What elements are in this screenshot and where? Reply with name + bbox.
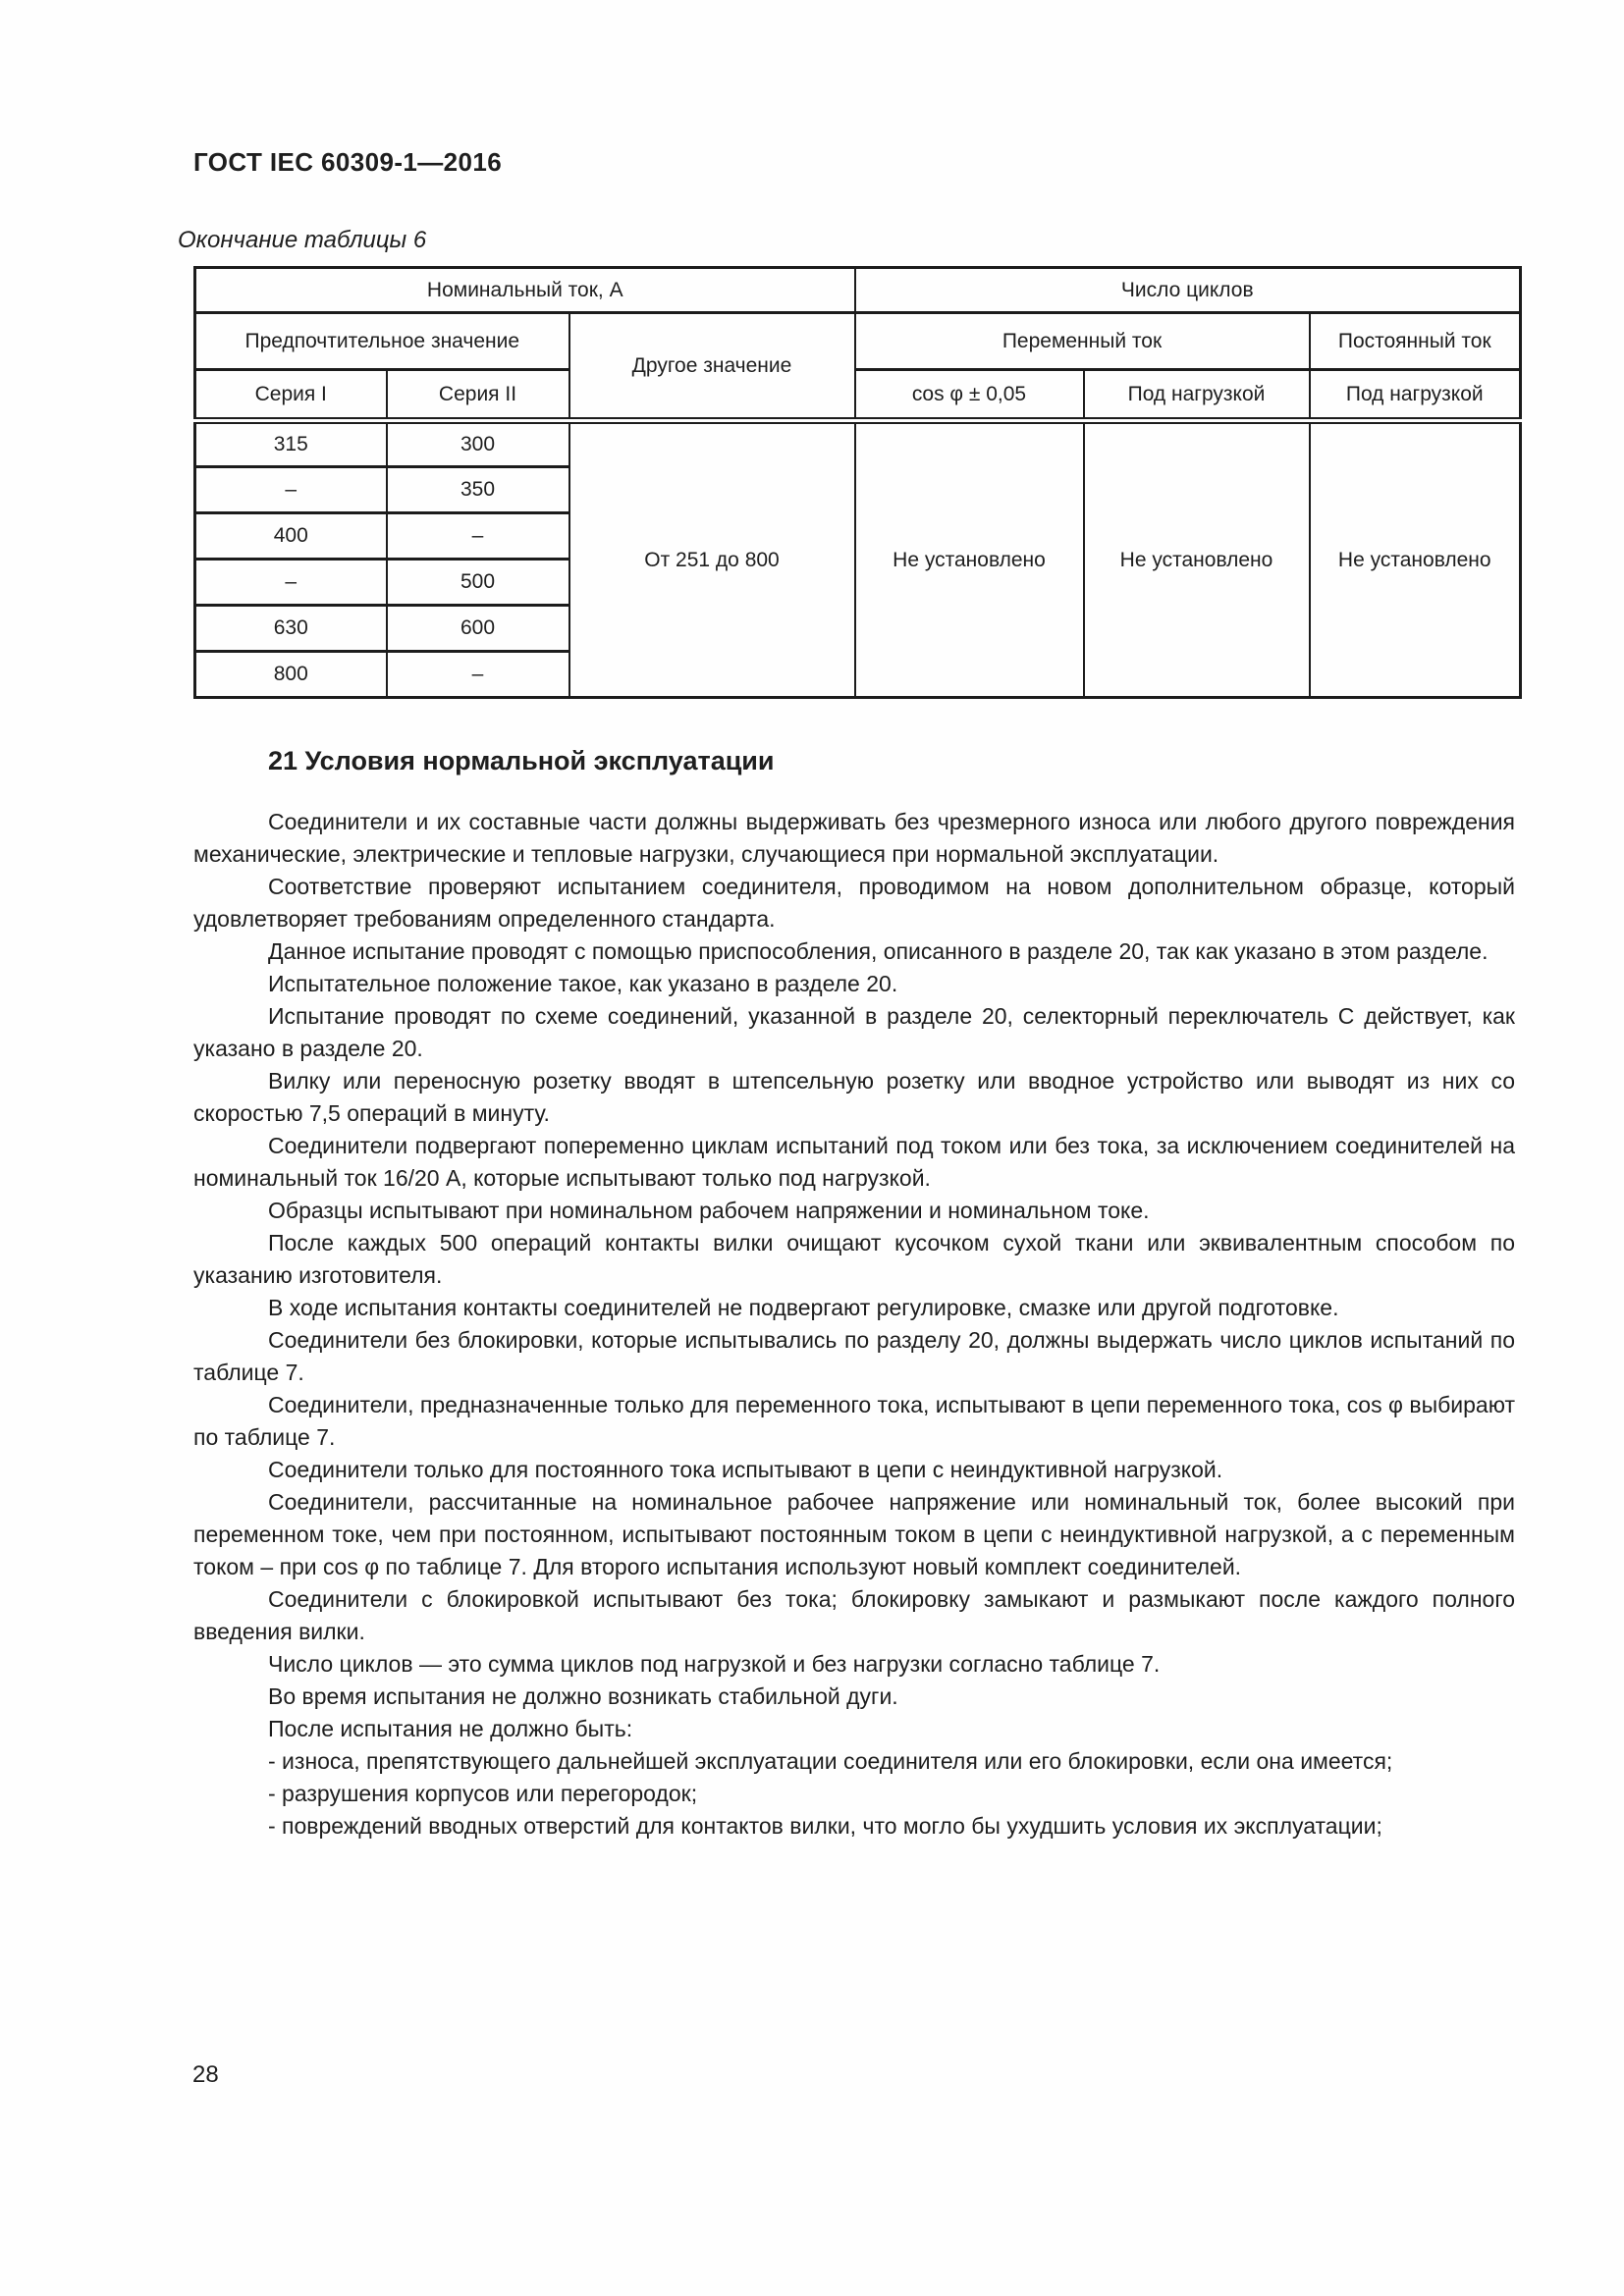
cell-series1: – — [195, 560, 387, 606]
page-number: 28 — [192, 2061, 219, 2088]
cell-other-value-range: От 251 до 800 — [569, 421, 855, 698]
col-header-ac: Переменный ток — [855, 313, 1310, 370]
cell-series2: 600 — [387, 606, 569, 652]
cell-cycles-dc-load: Не установлено — [1310, 421, 1521, 698]
cell-series2: – — [387, 513, 569, 560]
col-header-cos-phi: cos φ ± 0,05 — [855, 370, 1084, 421]
col-header-under-load-dc: Под нагрузкой — [1310, 370, 1521, 421]
paragraph: Во время испытания не должно возникать стабильной дуги. — [268, 1683, 898, 1709]
cell-series1: – — [195, 467, 387, 513]
paragraph: Соединители и их составные части должны выдерживать без чрезмерного износа или любого другого повреждения механические, электрические и тепловые нагрузки, случающиеся при нормальной эксплуатации. — [193, 809, 1515, 867]
cell-series1: 315 — [195, 421, 387, 467]
paragraph: Вилку или переносную розетку вводят в штепсельную розетку или вводное устройство или выводят из них со скоростью 7,5 операций в минуту. — [193, 1068, 1515, 1126]
paragraph: В ходе испытания контакты соединителей не подвергают регулировке, смазке или другой подготовке. — [268, 1295, 1339, 1320]
col-header-series-2: Серия II — [387, 370, 569, 421]
cell-series1: 800 — [195, 652, 387, 698]
col-header-other-value: Другое значение — [569, 313, 855, 421]
paragraph: Соединители, рассчитанные на номинальное рабочее напряжение или номинальный ток, более высокий при переменном токе, чем при постоянном, испытывают постоянным током в цепи с неиндуктивной нагрузкой, а с переменным током – при cos φ по таблице 7. Для второго испытания используют новый комплект соединителей. — [193, 1489, 1515, 1579]
cell-series2: 500 — [387, 560, 569, 606]
cell-cycles-ac-load: Не установлено — [1084, 421, 1310, 698]
paragraph: Соответствие проверяют испытанием соединителя, проводимом на новом дополнительном образце, который удовлетворяет требованиям определенного стандарта. — [193, 874, 1515, 932]
cell-series1: 630 — [195, 606, 387, 652]
col-header-dc: Постоянный ток — [1310, 313, 1521, 370]
list-item-paragraph: - износа, препятствующего дальнейшей эксплуатации соединителя или его блокировки, если она имеется; — [268, 1748, 1393, 1774]
paragraph: Соединители, предназначенные только для переменного тока, испытывают в цепи переменного тока, cos φ выбирают по таблице 7. — [193, 1392, 1515, 1450]
paragraph: Испытание проводят по схеме соединений, указанной в разделе 20, селекторный переключатель С действует, как указано в разделе 20. — [193, 1003, 1515, 1061]
section-heading: 21 Условия нормальной эксплуатации — [268, 746, 775, 775]
table-row — [195, 421, 1521, 467]
cell-series2: 300 — [387, 421, 569, 467]
list-item-paragraph: - повреждений вводных отверстий для контактов вилки, что могло бы ухудшить условия их эксплуатации; — [268, 1813, 1382, 1839]
paragraph: Образцы испытывают при номинальном рабочем напряжении и номинальном токе. — [268, 1198, 1150, 1223]
paragraph: Соединители с блокировкой испытывают без тока; блокировку замыкают и размыкают после каждого полного введения вилки. — [193, 1586, 1515, 1644]
col-header-cycles: Число циклов — [855, 268, 1521, 313]
paragraph: Испытательное положение такое, как указано в разделе 20. — [268, 971, 898, 996]
col-header-nominal-current: Номинальный ток, А — [195, 268, 855, 313]
paragraph: После каждых 500 операций контакты вилки очищают кусочком сухой ткани или эквивалентным способом по указанию изготовителя. — [193, 1230, 1515, 1288]
section-21 — [193, 746, 1515, 1842]
paragraph: Число циклов — это сумма циклов под нагрузкой и без нагрузки согласно таблице 7. — [268, 1651, 1161, 1677]
paragraph: Соединители только для постоянного тока испытывают в цепи с неиндуктивной нагрузкой. — [268, 1457, 1223, 1482]
cell-series2: 350 — [387, 467, 569, 513]
table-6-continuation — [193, 266, 1522, 699]
cell-series1: 400 — [195, 513, 387, 560]
table-caption: Окончание таблицы 6 — [178, 227, 427, 253]
col-header-series-1: Серия I — [195, 370, 387, 421]
list-item-paragraph: - разрушения корпусов или перегородок; — [268, 1781, 698, 1806]
cell-series2: – — [387, 652, 569, 698]
document-header: ГОСТ IEC 60309-1—2016 — [193, 147, 503, 177]
paragraph: Данное испытание проводят с помощью приспособления, описанного в разделе 20, так как указано в этом разделе. — [268, 938, 1489, 964]
cell-cycles-ac-cos: Не установлено — [855, 421, 1084, 698]
paragraph: Соединители подвергают попеременно циклам испытаний под током или без тока, за исключением соединителей на номинальный ток 16/20 А, которые испытывают только под нагрузкой. — [193, 1133, 1515, 1191]
col-header-under-load-ac: Под нагрузкой — [1084, 370, 1310, 421]
col-header-preferred-value: Предпочтительное значение — [195, 313, 569, 370]
paragraph: Соединители без блокировки, которые испытывались по разделу 20, должны выдержать число циклов испытаний по таблице 7. — [193, 1327, 1515, 1385]
paragraph: После испытания не должно быть: — [268, 1716, 633, 1741]
